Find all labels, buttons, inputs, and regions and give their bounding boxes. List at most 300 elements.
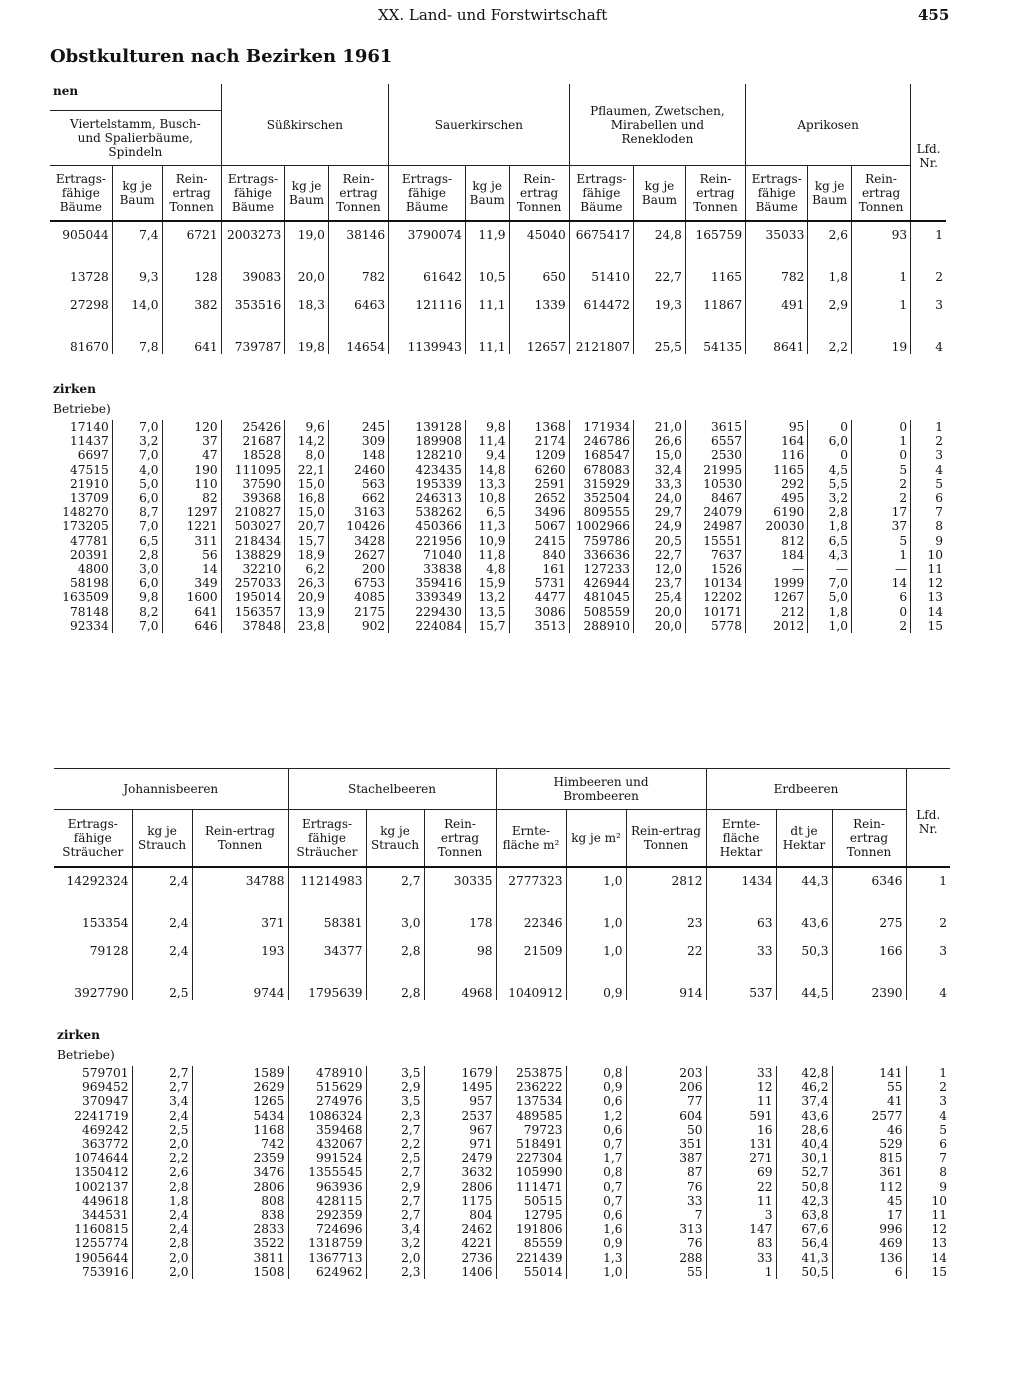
table-cell: 50,8 <box>776 1180 832 1194</box>
table-cell: 6,5 <box>112 534 162 548</box>
table-cell: 20,0 <box>634 619 686 633</box>
table-cell: 76 <box>626 1236 706 1250</box>
col-head: kg je Strauch <box>132 810 192 868</box>
table-row <box>54 930 950 958</box>
table-cell: 1175 <box>424 1194 496 1208</box>
table-cell: 33 <box>706 1251 776 1265</box>
table-cell: 71040 <box>389 548 466 562</box>
table-cell: 121116 <box>389 284 466 312</box>
table-cell: — <box>808 562 852 576</box>
table-cell: 1040912 <box>496 958 566 1000</box>
col-head: Ertrags-fähige Sträucher <box>54 810 132 868</box>
lfd-nr-cell: 1 <box>935 227 943 242</box>
table-cell: 37,4 <box>776 1094 832 1108</box>
table-cell: 2121807 <box>569 312 633 354</box>
table-cell: 14654 <box>328 312 388 354</box>
table-row <box>50 505 946 519</box>
table-cell: 6721 <box>162 221 221 242</box>
table-row <box>54 1265 950 1279</box>
table-cell: 2012 <box>746 619 808 633</box>
table-cell: 2415 <box>509 534 569 548</box>
table-cell: 5 <box>851 534 910 548</box>
col-head-tonnen: Rein-ertrag Tonnen <box>328 166 388 222</box>
table-cell: 195014 <box>221 590 285 604</box>
table-cell: 6,5 <box>808 534 852 548</box>
table-cell: 1265 <box>192 1094 288 1108</box>
table-cell: 809555 <box>569 505 633 519</box>
table-cell: 41,3 <box>776 1251 832 1265</box>
table-cell: 996 <box>832 1222 906 1236</box>
table-cell: 914 <box>626 958 706 1000</box>
table-cell: 200 <box>328 562 388 576</box>
table-cell: 3 <box>706 1208 776 1222</box>
table-cell: 27298 <box>50 284 112 312</box>
table-cell: 0,6 <box>566 1094 626 1108</box>
table-cell: 3811 <box>192 1251 288 1265</box>
table-cell: 1 <box>851 242 910 284</box>
table-cell: 8641 <box>746 312 808 354</box>
table-cell: 2537 <box>424 1109 496 1123</box>
table-cell: 313 <box>626 1222 706 1236</box>
table-cell: 15551 <box>685 534 745 548</box>
table-cell: 116 <box>746 448 808 462</box>
table-row <box>50 284 946 312</box>
table-row <box>50 434 946 448</box>
table-cell: 1,0 <box>566 930 626 958</box>
table-cell: 93 <box>851 221 910 242</box>
table-cell: 905044 <box>50 221 112 242</box>
table-cell: 5731 <box>509 576 569 590</box>
fruit-trees-table <box>50 84 946 633</box>
table-cell: 2652 <box>509 491 569 505</box>
table-cell: 1168 <box>192 1123 288 1137</box>
table-cell: 4477 <box>509 590 569 604</box>
table-cell: 5 <box>851 463 910 477</box>
table-cell: 22 <box>706 1180 776 1194</box>
lfd-nr-cell: 13 <box>931 1236 947 1251</box>
table-row <box>50 463 946 477</box>
col-head-kg: kg je Baum <box>634 166 686 222</box>
section-stub-sub: Betriebe) <box>53 401 111 416</box>
table-cell: 1,7 <box>566 1151 626 1165</box>
table-cell: 12 <box>706 1080 776 1094</box>
lfd-nr-cell: 8 <box>935 519 943 534</box>
table-cell: 538262 <box>389 505 466 519</box>
table-row <box>54 1180 950 1194</box>
table-cell: 2,4 <box>132 1222 192 1236</box>
table-cell: 21910 <box>50 477 112 491</box>
table-row <box>54 1236 950 1250</box>
col-head: Ernte-fläche m² <box>496 810 566 868</box>
table-cell: 15,9 <box>465 576 509 590</box>
table-cell: 3927790 <box>54 958 132 1000</box>
table-cell: 26,6 <box>634 434 686 448</box>
table-cell: 11214983 <box>288 867 366 888</box>
table-cell: 3,2 <box>112 434 162 448</box>
table-cell: 2241719 <box>54 1109 132 1123</box>
table-cell: 426944 <box>569 576 633 590</box>
table-cell: 33 <box>626 1194 706 1208</box>
table-cell: 5,0 <box>112 477 162 491</box>
table-cell: 32,4 <box>634 463 686 477</box>
table-cell: 5434 <box>192 1109 288 1123</box>
table-cell: 2,7 <box>366 1165 424 1179</box>
table-cell: 1589 <box>192 1066 288 1080</box>
table-cell: 6 <box>832 1265 906 1279</box>
lfd-nr-cell: 7 <box>939 1151 947 1166</box>
table-cell: 624962 <box>288 1265 366 1279</box>
table-cell: 563 <box>328 477 388 491</box>
table-cell: 147 <box>706 1222 776 1236</box>
table-cell: 28,6 <box>776 1123 832 1137</box>
table-cell: 156357 <box>221 605 285 619</box>
table-cell: 14 <box>162 562 221 576</box>
table-cell: 359416 <box>389 576 466 590</box>
table-cell: 2,4 <box>132 888 192 930</box>
table-cell: 95 <box>746 420 808 434</box>
table-row <box>54 1137 950 1151</box>
table-cell: 2,7 <box>132 1066 192 1080</box>
table-cell: 47515 <box>50 463 112 477</box>
table-cell: 292359 <box>288 1208 366 1222</box>
table-cell: 1,8 <box>808 605 852 619</box>
table-cell: 218434 <box>221 534 285 548</box>
table-cell: 6,2 <box>285 562 329 576</box>
table-row <box>54 1109 950 1123</box>
table-cell: 2,8 <box>132 1236 192 1250</box>
table-cell: 227304 <box>496 1151 566 1165</box>
table-cell: 30335 <box>424 867 496 888</box>
table-cell: 1002966 <box>569 519 633 533</box>
lfd-nr-cell: 14 <box>927 604 943 619</box>
table-cell: 13,9 <box>285 605 329 619</box>
table-cell: 2,7 <box>132 1080 192 1094</box>
table-row <box>54 1251 950 1265</box>
summary-rows <box>50 221 946 354</box>
table-cell: 782 <box>328 242 388 284</box>
table-cell: 17 <box>832 1208 906 1222</box>
table-cell: 7,0 <box>808 576 852 590</box>
table-cell: 16,8 <box>285 491 329 505</box>
table-cell: 9,3 <box>112 242 162 284</box>
table-cell: 20,0 <box>634 605 686 619</box>
table-cell: 353516 <box>221 284 285 312</box>
table-cell: 20030 <box>746 519 808 533</box>
table-cell: 503027 <box>221 519 285 533</box>
table-cell: 23,7 <box>634 576 686 590</box>
table-cell: 1086324 <box>288 1109 366 1123</box>
table-cell: 6,0 <box>112 576 162 590</box>
col-head: kg je m² <box>566 810 626 868</box>
table-cell: 315929 <box>569 477 633 491</box>
table-cell: 0,8 <box>566 1165 626 1179</box>
table-cell: 971 <box>424 1137 496 1151</box>
table-cell: 46 <box>832 1123 906 1137</box>
table-cell: 1,8 <box>132 1194 192 1208</box>
table-cell: 5778 <box>685 619 745 633</box>
table-cell: 1339 <box>509 284 569 312</box>
table-cell: 3615 <box>685 420 745 434</box>
table-cell: 0 <box>851 448 910 462</box>
table-cell: 991524 <box>288 1151 366 1165</box>
table-cell: 1508 <box>192 1265 288 1279</box>
table-cell: 166 <box>832 930 906 958</box>
lfd-nr-cell: 9 <box>939 1179 947 1194</box>
table-cell: 1255774 <box>54 1236 132 1250</box>
table-cell: 39368 <box>221 491 285 505</box>
table-cell: 15,0 <box>285 505 329 519</box>
lfd-nr-cell: 13 <box>927 590 943 605</box>
table-cell: 963936 <box>288 1180 366 1194</box>
table-cell: — <box>851 562 910 576</box>
table-cell: 54135 <box>685 312 745 354</box>
table-row <box>50 519 946 533</box>
lfd-nr-cell: 8 <box>939 1165 947 1180</box>
table-cell: 77 <box>626 1094 706 1108</box>
table-cell: 2577 <box>832 1109 906 1123</box>
table-cell: 450366 <box>389 519 466 533</box>
table-cell: 10134 <box>685 576 745 590</box>
table-cell: 168547 <box>569 448 633 462</box>
table-cell: 15,0 <box>634 448 686 462</box>
lfd-nr-cell: 10 <box>931 1193 947 1208</box>
table-cell: 110 <box>162 477 221 491</box>
lfd-nr-cell: 9 <box>935 533 943 548</box>
table-cell: 641 <box>162 312 221 354</box>
table-cell: 15,7 <box>465 619 509 633</box>
table-cell: 1367713 <box>288 1251 366 1265</box>
table-cell: 2,7 <box>366 1208 424 1222</box>
table-cell: 9,4 <box>465 448 509 462</box>
table-cell: 47781 <box>50 534 112 548</box>
table-cell: 0,7 <box>566 1137 626 1151</box>
table-cell: 1318759 <box>288 1236 366 1250</box>
table-cell: 2003273 <box>221 221 285 242</box>
col-head-tonnen: Rein-ertrag Tonnen <box>851 166 910 222</box>
table-cell: 20,7 <box>285 519 329 533</box>
table-cell: 21,0 <box>634 420 686 434</box>
lfd-nr-cell: 14 <box>931 1250 947 1265</box>
table-cell: 1074644 <box>54 1151 132 1165</box>
table-cell: 3,0 <box>112 562 162 576</box>
lfd-nr-cell: 3 <box>935 297 943 312</box>
table-cell: 0,8 <box>566 1066 626 1080</box>
table-cell: 1209 <box>509 448 569 462</box>
table-cell: 19,3 <box>634 284 686 312</box>
table-cell: 3,2 <box>366 1236 424 1250</box>
table-cell: 1600 <box>162 590 221 604</box>
table-cell: 815 <box>832 1151 906 1165</box>
table-cell: 178 <box>424 888 496 930</box>
table-cell: 4221 <box>424 1236 496 1250</box>
group-header-viertelstamm: Viertelstamm, Busch- und Spalierbäume, Spindeln <box>50 111 221 166</box>
table-cell: 311 <box>162 534 221 548</box>
table-cell: 478910 <box>288 1066 366 1080</box>
table-cell: 1 <box>851 284 910 312</box>
table-cell: 10171 <box>685 605 745 619</box>
table-cell: 336636 <box>569 548 633 562</box>
table-cell: 8,7 <box>112 505 162 519</box>
table-cell: 3632 <box>424 1165 496 1179</box>
table-cell: 3,2 <box>808 491 852 505</box>
table-cell: 1,8 <box>808 242 852 284</box>
summary-rows <box>54 867 950 1000</box>
table-cell: 2479 <box>424 1151 496 1165</box>
table-cell: 3790074 <box>389 221 466 242</box>
table-cell: 2,9 <box>366 1180 424 1194</box>
col-head-kg: kg je Baum <box>808 166 852 222</box>
table-cell: 2,7 <box>366 1123 424 1137</box>
table-cell: 7,4 <box>112 221 162 242</box>
table-cell: 4800 <box>50 562 112 576</box>
table-cell: 0,6 <box>566 1208 626 1222</box>
district-rows <box>50 420 946 633</box>
table-cell: 2,8 <box>132 1180 192 1194</box>
table-cell: 212 <box>746 605 808 619</box>
table-row <box>50 562 946 576</box>
table-cell: 46,2 <box>776 1080 832 1094</box>
lfd-nr-cell: 11 <box>931 1208 947 1223</box>
table-cell: 529 <box>832 1137 906 1151</box>
col-head: Rein-ertrag Tonnen <box>626 810 706 868</box>
table-cell: 4,8 <box>465 562 509 576</box>
table-cell: 1165 <box>746 463 808 477</box>
section-stub: zirken <box>53 381 97 396</box>
lfd-nr-cell: 3 <box>935 448 943 463</box>
table-cell: 1,0 <box>566 867 626 888</box>
table-cell: 50515 <box>496 1194 566 1208</box>
table-cell: 7,0 <box>112 420 162 434</box>
col-head-baeume: Ertrags-fähige Bäume <box>746 166 808 222</box>
table-row <box>54 1123 950 1137</box>
table-row <box>54 1094 950 1108</box>
table-cell: 14,2 <box>285 434 329 448</box>
table-cell: 344531 <box>54 1208 132 1222</box>
table-cell: 203 <box>626 1066 706 1080</box>
table-cell: 8,0 <box>285 448 329 462</box>
table-cell: 83 <box>706 1236 776 1250</box>
table-row <box>50 605 946 619</box>
table-cell: 351 <box>626 1137 706 1151</box>
table-cell: 4,5 <box>808 463 852 477</box>
table-cell: 309 <box>328 434 388 448</box>
table-cell: 2,4 <box>132 930 192 958</box>
table-cell: 0,9 <box>566 1236 626 1250</box>
table-cell: 838 <box>192 1208 288 1222</box>
col-head-tonnen: Rein-ertrag Tonnen <box>685 166 745 222</box>
table-cell: 724696 <box>288 1222 366 1236</box>
col-head: Rein-ertrag Tonnen <box>832 810 906 868</box>
table-row <box>54 1222 950 1236</box>
table-cell: 469242 <box>54 1123 132 1137</box>
table-cell: 24,9 <box>634 519 686 533</box>
table-cell: 2174 <box>509 434 569 448</box>
table-cell: 2806 <box>424 1180 496 1194</box>
table-cell: 2,5 <box>132 958 192 1000</box>
table-cell: 812 <box>746 534 808 548</box>
table-cell: 44,3 <box>776 867 832 888</box>
table-cell: 50,5 <box>776 1265 832 1279</box>
table-cell: 164 <box>746 434 808 448</box>
table-cell: 128 <box>162 242 221 284</box>
table-row <box>50 491 946 505</box>
table-cell: 111095 <box>221 463 285 477</box>
lfd-nr-cell: 6 <box>935 491 943 506</box>
table-cell: — <box>746 562 808 576</box>
table-cell: 1679 <box>424 1066 496 1080</box>
table-cell: 136 <box>832 1251 906 1265</box>
table-cell: 662 <box>328 491 388 505</box>
col-head-tonnen: Rein-ertrag Tonnen <box>509 166 569 222</box>
table-cell: 131 <box>706 1137 776 1151</box>
table-cell: 591 <box>706 1109 776 1123</box>
table-cell: 15,7 <box>285 534 329 548</box>
table-cell: 246786 <box>569 434 633 448</box>
group-partial-header: nen <box>50 84 221 111</box>
table-cell: 2,4 <box>132 1109 192 1123</box>
lfd-nr-cell: 4 <box>935 339 943 354</box>
table-cell: 495 <box>746 491 808 505</box>
table-cell: 9,8 <box>465 420 509 434</box>
table-cell: 7,0 <box>112 519 162 533</box>
lfd-nr-cell: 1 <box>939 873 947 888</box>
table-cell: 15,0 <box>285 477 329 491</box>
table-cell: 11,3 <box>465 519 509 533</box>
lfd-nr-cell: 11 <box>927 562 943 577</box>
table-cell: 26,3 <box>285 576 329 590</box>
table-cell: 0 <box>808 420 852 434</box>
table-cell: 63 <box>706 888 776 930</box>
table-cell: 21995 <box>685 463 745 477</box>
table-cell: 2,3 <box>366 1265 424 1279</box>
table-cell: 24079 <box>685 505 745 519</box>
table-cell: 33,3 <box>634 477 686 491</box>
table-cell: 105990 <box>496 1165 566 1179</box>
table-cell: 190 <box>162 463 221 477</box>
table-cell: 2,5 <box>366 1151 424 1165</box>
table-cell: 37 <box>162 434 221 448</box>
table-cell: 14,8 <box>465 463 509 477</box>
col-head: Ertrags-fähige Sträucher <box>288 810 366 868</box>
table-row <box>50 448 946 462</box>
table-cell: 1434 <box>706 867 776 888</box>
table-cell: 12,0 <box>634 562 686 576</box>
table-cell: 432067 <box>288 1137 366 1151</box>
table-cell: 24987 <box>685 519 745 533</box>
table-cell: 0,6 <box>566 1123 626 1137</box>
table-cell: 2812 <box>626 867 706 888</box>
table-cell: 42,8 <box>776 1066 832 1080</box>
table-cell: 34788 <box>192 867 288 888</box>
table-cell: 41 <box>832 1094 906 1108</box>
table-cell: 69 <box>706 1165 776 1179</box>
table-cell: 2,2 <box>808 312 852 354</box>
table-row <box>54 867 950 888</box>
table-cell: 37848 <box>221 619 285 633</box>
lfd-nr-cell: 10 <box>927 547 943 562</box>
col-head-baeume: Ertrags-fähige Bäume <box>50 166 112 222</box>
table-cell: 2806 <box>192 1180 288 1194</box>
table-cell: 1526 <box>685 562 745 576</box>
table-cell: 20,5 <box>634 534 686 548</box>
col-head: Rein-ertrag Tonnen <box>192 810 288 868</box>
table-cell: 6697 <box>50 448 112 462</box>
col-head-baeume: Ertrags-fähige Bäume <box>389 166 466 222</box>
table-cell: 0 <box>808 448 852 462</box>
table-cell: 371 <box>192 888 288 930</box>
table-cell: 6 <box>851 590 910 604</box>
table-cell: 139128 <box>389 420 466 434</box>
